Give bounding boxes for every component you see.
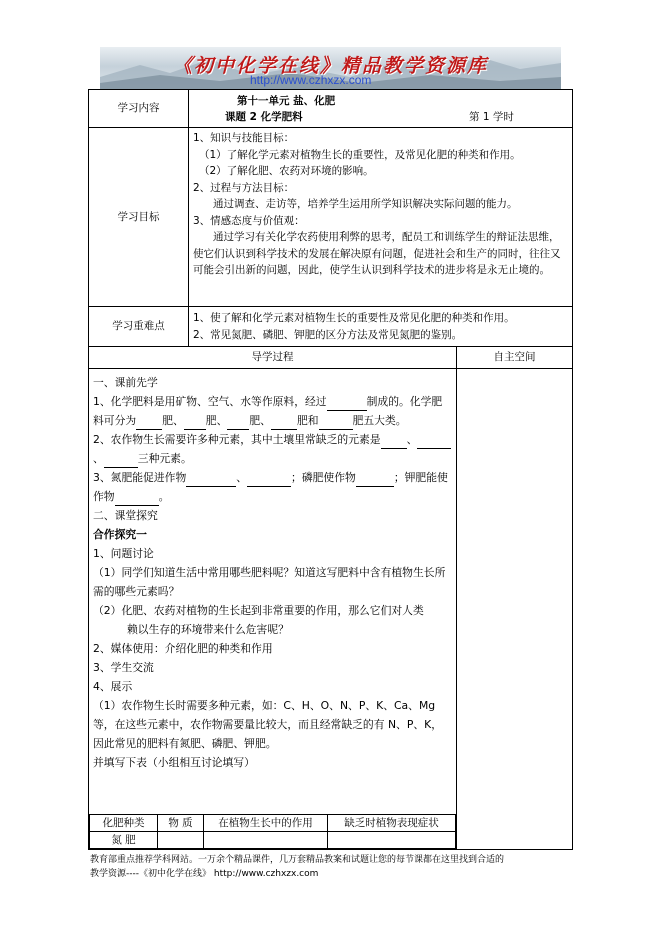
key-point-line: 2、常见氮肥、磷肥、钾肥的区分方法及常见氮肥的鉴别。: [193, 328, 463, 341]
section-title: 一、课前先学: [93, 376, 158, 389]
footer-line: 教学资源----《初中化学在线》: [90, 869, 211, 879]
guide-header: 导学过程: [89, 347, 457, 369]
column-header: 化肥种类: [90, 815, 158, 832]
goal-line: （2）了解化肥、农药对环境的影响。: [199, 165, 374, 177]
blank-field[interactable]: [115, 493, 159, 506]
blank-field[interactable]: [136, 417, 162, 430]
table-cell[interactable]: [328, 832, 456, 849]
blank-field[interactable]: [227, 417, 249, 430]
banner-title: 《初中化学在线》精品教学资源库: [172, 55, 488, 77]
blank-field[interactable]: [319, 417, 353, 430]
banner-url[interactable]: http://www.czhxzx.com: [250, 73, 372, 87]
column-header: 缺乏时植物表现症状: [328, 815, 456, 832]
table-cell: 氮 肥: [90, 832, 158, 849]
goal-line: （1）了解化学元素对植物生长的重要性，及常见化肥的种类和作用。: [199, 148, 521, 161]
footer-url[interactable]: http://www.czhxzx.com: [213, 869, 319, 879]
goal-line: 3、情感态度与价值观：: [193, 214, 305, 227]
question-3: 3、氮肥能促进作物 、 ；磷肥使作物 ；钾肥能使作物 。: [93, 468, 452, 506]
blank-field[interactable]: [381, 436, 407, 449]
question-1: 1、化学肥料是用矿物、空气、水等作原料，经过 制成的。化学肥料可分为 肥、 肥、 肥、 肥和 肥五大类。: [93, 392, 452, 430]
column-header: 在植物生长中的作用: [204, 815, 328, 832]
key-points-label: 学习重难点: [89, 307, 189, 347]
blank-field[interactable]: [247, 474, 291, 487]
content-label: 学习内容: [89, 90, 189, 128]
blank-field[interactable]: [271, 417, 297, 430]
table-cell[interactable]: [204, 832, 328, 849]
blank-field[interactable]: [327, 398, 367, 411]
footer: [90, 853, 580, 881]
step-title: 2、媒体使用：介绍化肥的种类和作用: [93, 642, 273, 655]
question-2: 2、农作物生长需要许多种元素，其中土壤里常缺乏的元素是 、、 三种元素。: [93, 430, 452, 468]
goal-line: 通过调查、走访等，培养学生运用所学知识解决实际问题的能力。: [213, 198, 518, 210]
footer-line: 教育部重点推荐学科网站。一万余个精品课件，几万套精品教案和试题让您的每节课都在这里找到合适的: [90, 855, 505, 865]
side-header: 自主空间: [457, 347, 573, 369]
blank-field[interactable]: [417, 436, 451, 449]
section-title: 二、课堂探究: [93, 509, 158, 522]
unit-title: 第十一单元 盐、化肥: [237, 94, 336, 107]
step-title: 3、学生交流: [93, 661, 154, 674]
period-label: 第 1 学时: [469, 110, 514, 123]
goal-line: 2、过程与方法目标：: [193, 181, 295, 194]
goal-line: 1、知识与技能目标：: [193, 132, 295, 144]
lesson-table: [88, 89, 573, 850]
goals-label: 学习目标: [89, 128, 189, 307]
column-header: 物 质: [158, 815, 204, 832]
blank-field[interactable]: [104, 455, 138, 468]
table-row: [90, 832, 456, 849]
goal-paragraph: 通过学习有关化学农药使用利弊的思考，配员工和训练学生的辩证法思维，使它们认识到科学技术的发展在解决原有问题，促进社会和生产的同时，往往又可能会引出新的问题，因此，使学生认识到科学技术的进步将是永无止境的。: [193, 231, 561, 276]
display-text: （1）农作物生长时需要多种元素，如：C、H、O、N、P、K、Ca、Mg等，在这些元素中，农作物需要量比较大，而且经常缺乏的有 N、P、K，因此常见的肥料有氮肥、磷肥、钾肥。: [93, 699, 443, 750]
blank-field[interactable]: [356, 474, 394, 487]
step-title: 4、展示: [93, 680, 133, 693]
table-header-row: [90, 815, 456, 832]
fill-table-instruction: 并填写下表（小组相互讨论填写）: [93, 756, 255, 769]
table-cell[interactable]: [158, 832, 204, 849]
self-space-area[interactable]: [457, 369, 573, 850]
discussion-question: （1）同学们知道生活中常用哪些肥料呢？知道这写肥料中含有植物生长所需的哪些元素吗？: [93, 566, 446, 598]
fertilizer-table: [89, 814, 456, 849]
discussion-question: （2）化肥、农药对植物的生长起到非常重要的作用，那么它们对人类: [93, 604, 424, 617]
key-point-line: 1、使了解和化学元素对植物生长的重要性及常见化肥的种类和作用。: [193, 312, 515, 324]
cooperative-inquiry-title: 合作探究一: [93, 528, 147, 541]
topic-title: 课题 2 化学肥料: [225, 110, 303, 123]
banner: [100, 47, 561, 90]
blank-field[interactable]: [186, 474, 236, 487]
step-title: 1、问题讨论: [93, 547, 154, 560]
discussion-question-cont: 赖以生存的环境带来什么危害呢？: [127, 623, 289, 636]
blank-field[interactable]: [184, 417, 206, 430]
